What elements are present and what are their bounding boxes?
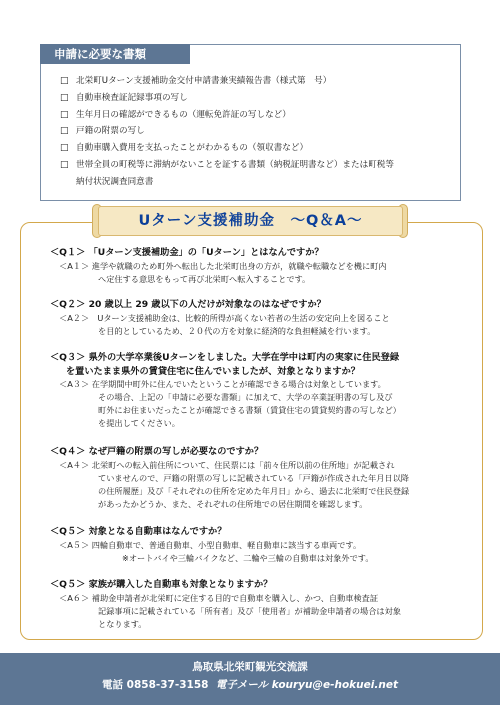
list-item-continuation: 納付状況調査同意書 <box>76 176 154 187</box>
contact-footer <box>0 653 500 705</box>
list-item: □ 自動車購入費用を支払ったことがわかるもの（領収書など） <box>60 140 455 157</box>
footer-email: 電子メール kouryu@e-hokuei.net <box>215 679 398 691</box>
qa-item-2 <box>50 298 450 338</box>
required-documents-list <box>60 73 455 191</box>
checkbox-icon: □ <box>60 143 69 154</box>
footer-contact-line <box>0 677 500 693</box>
answer-line: があったかどうか、また、それぞれの住所地での居住期間を確認します。 <box>98 498 368 509</box>
question: ＜Q１＞ 「Uターン支援補助金」の「Uターン」とはなんですか？ <box>50 247 324 258</box>
question: ＜Q３＞ 県外の大学卒業後Uターンをしました。大学在学中は町内の実家に住民登録 <box>50 352 400 363</box>
checkbox-icon: □ <box>60 159 69 170</box>
answer-line: ＜A２＞ Uターン支援補助金は、比較的所得が高くない若者の生活の安定向上を図ること <box>59 312 390 323</box>
question: ＜Q４＞ なぜ戸籍の附票の写しが必要なのですか？ <box>50 446 264 457</box>
answer-line: その場合、上記の「申請に必要な書類」に加えて、大学の卒業証明書の写し及び <box>98 392 393 402</box>
qa-banner-title: Uターン支援補助金 ～Q＆A～ <box>138 213 363 229</box>
answer-line: 町外にお住まいだったことが確認できる書類（賃貸住宅の賃貸契約書の写しなど） <box>98 405 401 415</box>
answer-line: の住所履歴」及び「それぞれの住所を定めた年月日」から、過去に北栄町で住民登録 <box>98 485 410 496</box>
checkbox-icon: □ <box>60 76 69 86</box>
answer-line: ＜A６＞ 補助金申請者が北栄町に定住する目的で自動車を購入し、かつ、自動車検査証 <box>59 592 379 603</box>
qa-item-5 <box>50 525 450 565</box>
answer-line: ＜A５＞ 四輪自動車で、普通自動車、小型自動車、軽自動車に該当する車両です。 <box>59 539 362 550</box>
footer-phone: 電話 0858-37-3158 <box>102 679 209 691</box>
answer-line: を目的としているため、２０代の方を対象に経済的な負担軽減を行います。 <box>98 325 376 336</box>
checkbox-icon: □ <box>60 126 69 137</box>
question-continuation: を置いたまま県外の賃貸住宅に住んでいましたが、対象となりますか？ <box>66 365 360 377</box>
list-item: □ 北栄町Uターン支援補助金交付申請書兼実績報告書（様式第 号） <box>60 73 455 90</box>
answer-line: ていませんので、戸籍の附票の写しに記載されている「戸籍が作成された年月日以降 <box>98 472 409 483</box>
question: ＜Q５＞ 対象となる自動車はなんですか？ <box>50 526 227 537</box>
answer-line: ＜A４＞ 北栄町への転入前住所について、住民票には「前々住所以前の住所地」が記載され <box>59 459 395 470</box>
qa-item-6 <box>50 578 450 631</box>
answer-line: 記録事項に記載されている「所有者」及び「使用者」が補助金申請者の場合は対象 <box>98 605 401 616</box>
answer-note: ※オートバイや三輪バイクなど、二輪や三輪の自動車は対象外です。 <box>122 552 374 563</box>
list-item: □ 戸籍の附票の写し <box>60 123 455 140</box>
qa-item-1 <box>50 246 450 286</box>
question: ＜Q５＞ 家族が購入した自動車も対象となりますか？ <box>50 579 273 590</box>
required-documents-title: 申請に必要な書類 <box>40 44 190 64</box>
answer-line: となります。 <box>98 618 147 629</box>
checkbox-icon: □ <box>60 109 69 120</box>
list-item: □ 生年月日の確認ができるもの（運転免許証の写しなど） <box>60 107 455 124</box>
qa-item-4 <box>50 445 450 511</box>
answer-line: へ定住する意思をもって再び北栄町へ転入することです。 <box>98 273 311 284</box>
list-item: □ 世帯全員の町税等に滞納がないことを証する書類（納税証明書など）または町税等 <box>60 157 455 174</box>
answer-line: ＜A３＞ 在学期間中町外に住んでいたということが確認できる場合は対象としています。 <box>59 379 386 389</box>
answer-line: を提出してください。 <box>98 418 180 428</box>
list-item: □ 自動車検査証記録事項の写し <box>60 90 455 107</box>
footer-organization: 鳥取県北栄町観光交流課 <box>192 661 308 673</box>
answer-line: ＜A１＞ 進学や就職のため町外へ転出した北栄町出身の方が，就職や転職などを機に町内 <box>59 260 387 271</box>
checkbox-icon: □ <box>60 92 69 103</box>
qa-item-3 <box>50 351 450 430</box>
question: ＜Q２＞ 20 歳以上 29 歳以下の人だけが対象なのはなぜですか？ <box>50 299 326 310</box>
